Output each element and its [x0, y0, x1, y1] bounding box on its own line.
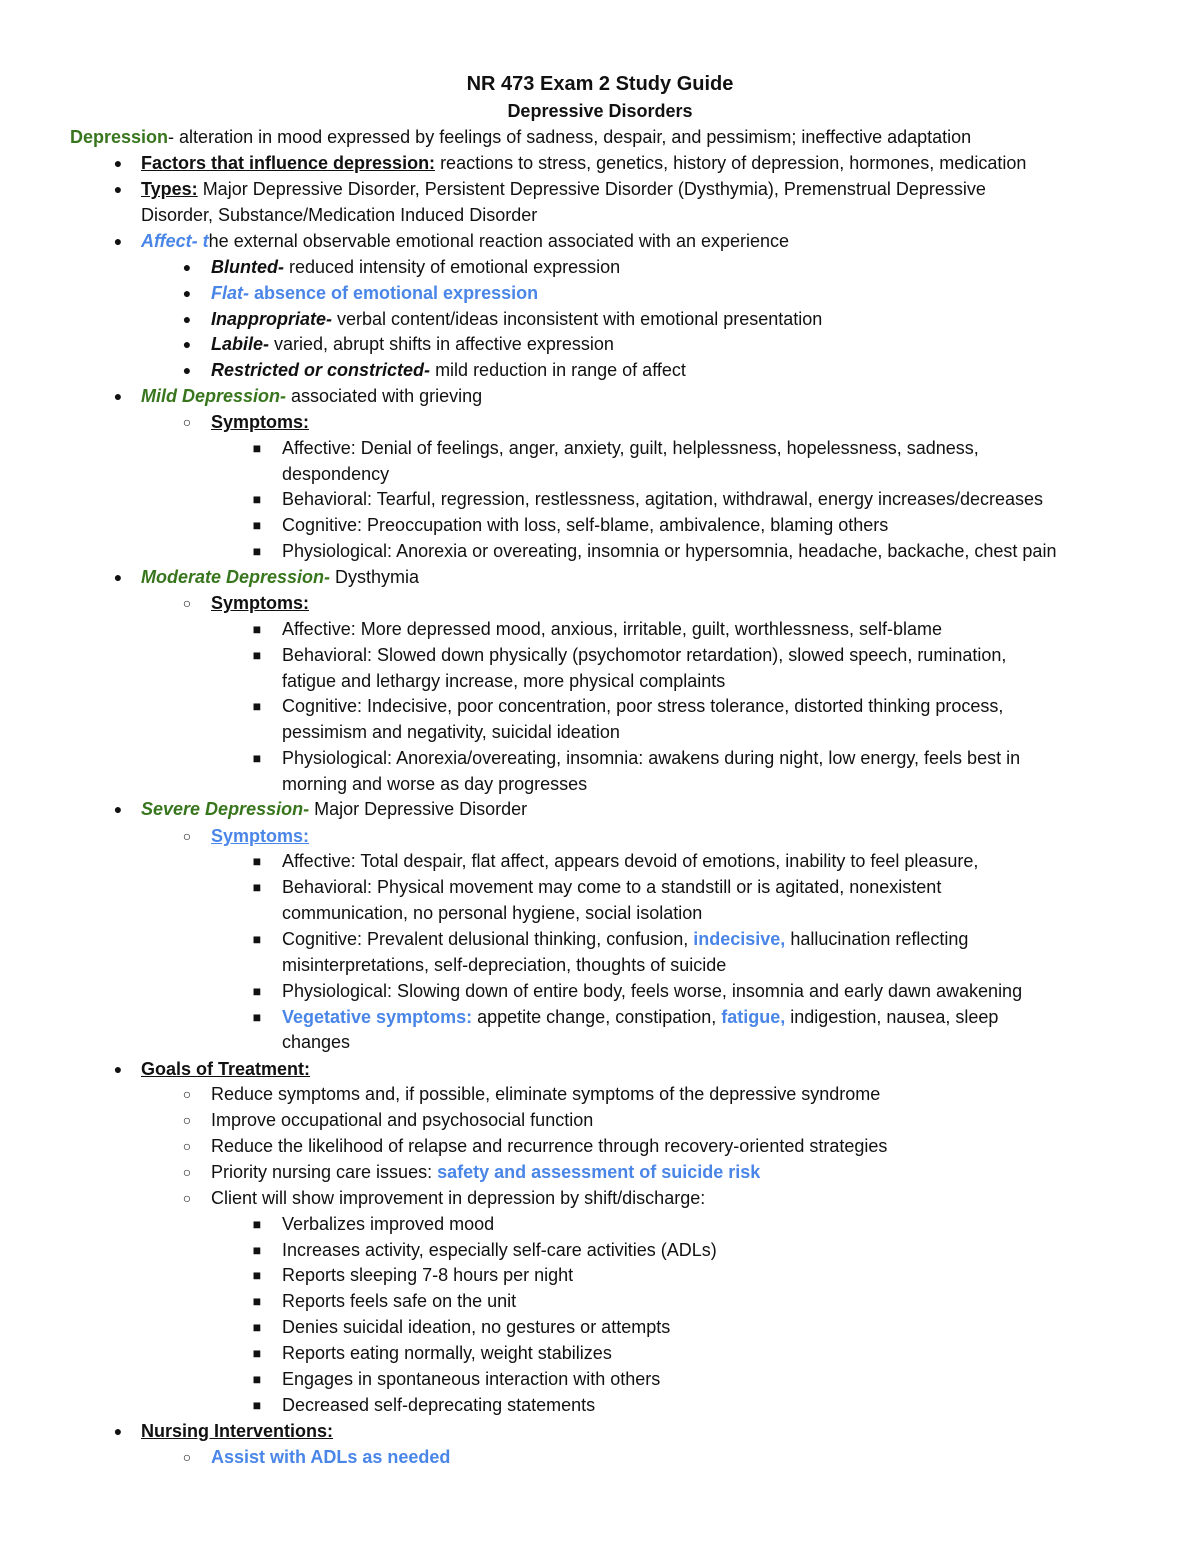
- mild-affective-cont: despondency: [282, 464, 390, 484]
- square-bullet-icon: ■: [252, 1345, 262, 1361]
- moderate-symptoms-label: Symptoms:: [211, 593, 310, 613]
- section-subtitle: Depressive Disorders: [507, 101, 693, 121]
- bullet-icon: ●: [113, 388, 123, 404]
- affect-inappropriate: Inappropriate- verbal content/ideas inconsistent with emotional presentation: [211, 309, 823, 329]
- circle-bullet-icon: ○: [182, 1138, 192, 1154]
- types-item-cont: Disorder, Substance/Medication Induced Disorder: [141, 205, 538, 225]
- bullet-icon: ●: [113, 155, 123, 171]
- moderate-physiological-cont: morning and worse as day progresses: [282, 774, 588, 794]
- circle-bullet-icon: ○: [182, 1112, 192, 1128]
- outcome-item: Increases activity, especially self-care activities (ADLs): [282, 1240, 717, 1260]
- bullet-icon: ●: [113, 1061, 123, 1077]
- square-bullet-icon: ■: [252, 1397, 262, 1413]
- square-bullet-icon: ■: [252, 931, 262, 947]
- square-bullet-icon: ■: [252, 750, 262, 766]
- square-bullet-icon: ■: [252, 1242, 262, 1258]
- circle-bullet-icon: ○: [182, 1086, 192, 1102]
- square-bullet-icon: ■: [252, 621, 262, 637]
- circle-bullet-icon: ○: [182, 1164, 192, 1180]
- outcome-item: Verbalizes improved mood: [282, 1214, 495, 1234]
- severe-behavioral: Behavioral: Physical movement may come to a standstill or is agitated, nonexistent: [282, 877, 942, 897]
- square-bullet-icon: ■: [252, 1319, 262, 1335]
- circle-bullet-icon: ○: [182, 828, 192, 844]
- affect-blunted: Blunted- reduced intensity of emotional expression: [211, 257, 621, 277]
- affect-item: Affect- the external observable emotional reaction associated with an experience: [141, 231, 790, 251]
- outcome-item: Engages in spontaneous interaction with others: [282, 1369, 661, 1389]
- bullet-icon: ●: [113, 233, 123, 249]
- outcome-item: Denies suicidal ideation, no gestures or attempts: [282, 1317, 671, 1337]
- severe-cognitive-cont: misinterpretations, self-depreciation, thoughts of suicide: [282, 955, 727, 975]
- document-title: NR 473 Exam 2 Study Guide: [466, 73, 734, 95]
- intervention-item: Assist with ADLs as needed: [211, 1447, 451, 1467]
- mild-depression-item: Mild Depression- associated with grieving: [141, 386, 483, 406]
- square-bullet-icon: ■: [252, 853, 262, 869]
- mild-affective: Affective: Denial of feelings, anger, anxiety, guilt, helplessness, hopelessness, sadness,: [282, 438, 979, 458]
- outcome-item: Reports sleeping 7-8 hours per night: [282, 1265, 574, 1285]
- bullet-icon: ●: [182, 285, 192, 301]
- bullet-icon: ●: [113, 1423, 123, 1439]
- square-bullet-icon: ■: [252, 879, 262, 895]
- bullet-icon: ●: [113, 569, 123, 585]
- affect-flat: Flat- absence of emotional expression: [211, 283, 539, 303]
- severe-behavioral-cont: communication, no personal hygiene, social isolation: [282, 903, 703, 923]
- circle-bullet-icon: ○: [182, 595, 192, 611]
- goal-item: Reduce symptoms and, if possible, eliminate symptoms of the depressive syndrome: [211, 1084, 881, 1104]
- severe-depression-item: Severe Depression- Major Depressive Disorder: [141, 799, 528, 819]
- goals-label: Goals of Treatment:: [141, 1059, 311, 1079]
- square-bullet-icon: ■: [252, 698, 262, 714]
- severe-symptoms-label: Symptoms:: [211, 826, 310, 846]
- interventions-label: Nursing Interventions:: [141, 1421, 334, 1441]
- outcome-item: Reports eating normally, weight stabilizes: [282, 1343, 612, 1363]
- mild-cognitive: Cognitive: Preoccupation with loss, self-blame, ambivalence, blaming others: [282, 515, 889, 535]
- severe-affective: Affective: Total despair, flat affect, appears devoid of emotions, inability to feel pleasure,: [282, 851, 979, 871]
- square-bullet-icon: ■: [252, 543, 262, 559]
- mild-symptoms-label: Symptoms:: [211, 412, 310, 432]
- depression-definition: Depression- alteration in mood expressed by feelings of sadness, despair, and pessimism; ineffective adaptation: [70, 127, 972, 147]
- square-bullet-icon: ■: [252, 1293, 262, 1309]
- moderate-behavioral: Behavioral: Slowed down physically (psychomotor retardation), slowed speech, rumination,: [282, 645, 1007, 665]
- square-bullet-icon: ■: [252, 1009, 262, 1025]
- square-bullet-icon: ■: [252, 1216, 262, 1232]
- moderate-cognitive: Cognitive: Indecisive, poor concentration, poor stress tolerance, distorted thinking process,: [282, 696, 1004, 716]
- square-bullet-icon: ■: [252, 1267, 262, 1283]
- bullet-icon: ●: [113, 181, 123, 197]
- bullet-icon: ●: [182, 259, 192, 275]
- outcome-item: Decreased self-deprecating statements: [282, 1395, 596, 1415]
- severe-vegetative-cont: changes: [282, 1032, 351, 1052]
- factors-item: Factors that influence depression: reactions to stress, genetics, history of depression, hormones, medication: [141, 153, 1027, 173]
- types-item: Types: Major Depressive Disorder, Persistent Depressive Disorder (Dysthymia), Premenstrual Depressive: [141, 179, 986, 199]
- goal-item: Improve occupational and psychosocial function: [211, 1110, 594, 1130]
- goal-priority: Priority nursing care issues: safety and assessment of suicide risk: [211, 1162, 761, 1182]
- square-bullet-icon: ■: [252, 983, 262, 999]
- circle-bullet-icon: ○: [182, 414, 192, 430]
- bullet-icon: ●: [113, 801, 123, 817]
- severe-physiological: Physiological: Slowing down of entire body, feels worse, insomnia and early dawn awakening: [282, 981, 1023, 1001]
- square-bullet-icon: ■: [252, 517, 262, 533]
- mild-physiological: Physiological: Anorexia or overeating, insomnia or hypersomnia, headache, backache, chest pain: [282, 541, 1057, 561]
- severe-vegetative: Vegetative symptoms: appetite change, constipation, fatigue, indigestion, nausea, sleep: [282, 1007, 999, 1027]
- moderate-depression-item: Moderate Depression- Dysthymia: [141, 567, 420, 587]
- outcome-item: Reports feels safe on the unit: [282, 1291, 517, 1311]
- bullet-icon: ●: [182, 311, 192, 327]
- mild-behavioral: Behavioral: Tearful, regression, restlessness, agitation, withdrawal, energy increases/decreases: [282, 489, 1044, 509]
- moderate-behavioral-cont: fatigue and lethargy increase, more physical complaints: [282, 671, 726, 691]
- affect-labile: Labile- varied, abrupt shifts in affective expression: [211, 334, 614, 354]
- moderate-cognitive-cont: pessimism and negativity, suicidal ideation: [282, 722, 620, 742]
- severe-cognitive: Cognitive: Prevalent delusional thinking, confusion, indecisive, hallucination reflecting: [282, 929, 969, 949]
- goal-client: Client will show improvement in depression by shift/discharge:: [211, 1188, 706, 1208]
- bullet-icon: ●: [182, 336, 192, 352]
- goal-item: Reduce the likelihood of relapse and recurrence through recovery-oriented strategies: [211, 1136, 888, 1156]
- square-bullet-icon: ■: [252, 491, 262, 507]
- square-bullet-icon: ■: [252, 440, 262, 456]
- moderate-affective: Affective: More depressed mood, anxious, irritable, guilt, worthlessness, self-blame: [282, 619, 942, 639]
- bullet-icon: ●: [182, 362, 192, 378]
- affect-restricted: Restricted or constricted- mild reduction in range of affect: [211, 360, 686, 380]
- circle-bullet-icon: ○: [182, 1190, 192, 1206]
- circle-bullet-icon: ○: [182, 1449, 192, 1465]
- square-bullet-icon: ■: [252, 647, 262, 663]
- moderate-physiological: Physiological: Anorexia/overeating, insomnia: awakens during night, low energy, feels best in: [282, 748, 1021, 768]
- square-bullet-icon: ■: [252, 1371, 262, 1387]
